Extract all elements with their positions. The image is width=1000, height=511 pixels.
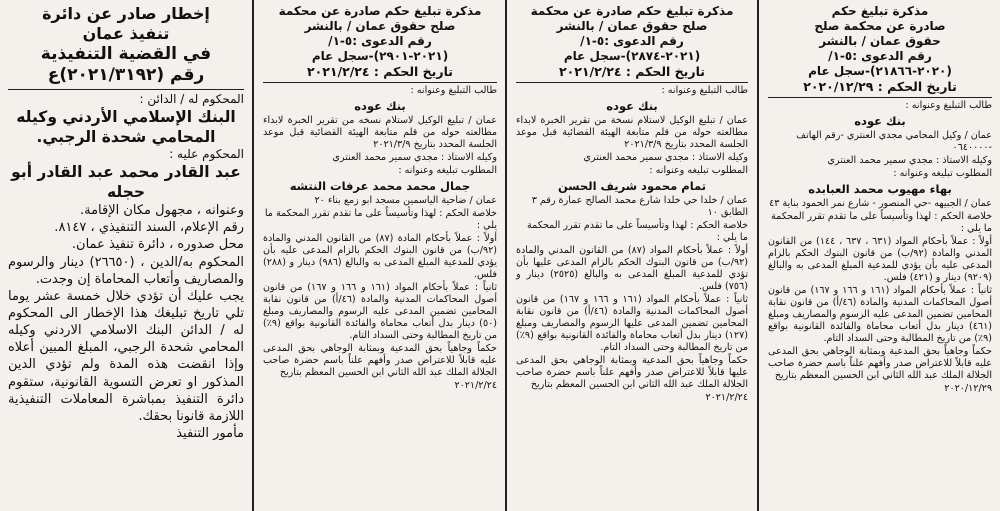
case-reference: (٢٠٢١-٢٩٠١)-سجل عام: [311, 49, 449, 63]
notice-paragraph: عمان / الجبيهه -حي المنصور - شارع نمر الحمود بناية ٤٣: [769, 198, 992, 210]
notice-date: ٢٠٢١/٢/٢٤: [454, 380, 497, 392]
notifier-label: طالب التبليغ وعنوانه :: [661, 84, 748, 96]
notice-paragraph: المطلوب تبليغه وعنوانه :: [649, 164, 748, 176]
notice-column-2: [508, 0, 756, 511]
notifier-label: طالب التبليغ وعنوانه :: [905, 99, 992, 111]
header-line: صادرة عن محكمة صلح: [814, 19, 946, 33]
header-line: صلح حقوق عمان / بالنشر: [556, 19, 708, 33]
notice-paragraph: المطلوب تبليغه وعنوانه :: [398, 164, 497, 176]
notice-paragraph: محل صدوره ، دائرة تنفيذ عمان.: [71, 237, 244, 253]
notice-header: [768, 4, 992, 95]
notice-paragraph: المطلوب تبليغه وعنوانه :: [893, 167, 992, 179]
debtor-name: عبد القادر محمد عبد القادر أبو حجله: [11, 162, 241, 201]
notice-paragraph: عمان / ضاحية الياسمين مسجد ابو زمع بناء ٢٠: [314, 195, 497, 207]
notice-header: [263, 4, 497, 80]
header-line: مذكرة تبليغ حكم صادرة عن محكمة: [530, 4, 734, 18]
notice-paragraph: خلاصة الحكم : لهذا وتأسيساً على ما تقدم تقرر المحكمة ما يلي :: [264, 208, 497, 232]
case-number: رقم الدعوى :٥-١/: [580, 34, 684, 48]
notice-paragraph: ثانياً : عملاً بأحكام المواد (١٦١ و ١٦٦ و ١٦٧) من قانون أصول المحاكمات المدنية والمادة (٤٦/أ) من قانون نقابة المحامين تضمين المدعى عليه الرسوم والمصاريف ومبلغ (٥٠) دينار بدل أتعاب محاماة والفائدة القانونية بواقع (٩٪) من تاريخ المطالبة وحتى السداد التام.: [263, 282, 498, 342]
notice-paragraph: حكماً وجاهياً بحق المدعية وبمثابة الوجاهي بحق المدعى عليه قابلاً للاعتراض صدر وأفهم علناً باسم حضرة صاحب الجلالة الملك عبد الله الثاني ابن الحسين المعظم بتاريخ: [768, 346, 992, 382]
notice-paragraph: أولاً : عملاً بأحكام المادة (٨٧) من القانون المدني والمادة (٩٢/ب) من قانون البنوك الحكم بالزام المدعى عليه بأن يؤدي للمدعية المبلغ المدعى به والبالغ (٩٨٦) دينار و (٢٨٨) فلس.: [263, 233, 498, 281]
creditor-label: المحكوم له / الدائن :: [139, 91, 244, 106]
judgment-date: تاريخ الحكم : ٢٠٢٠/١٢/٢٩: [803, 79, 957, 94]
case-number: رقم (٢٠٢١/٣١٩٢)ع: [47, 65, 205, 86]
header-line: مذكرة تبليغ حكم: [831, 4, 929, 18]
notice-paragraph: ثانياً : عملاً بأحكام المواد (١٦١ و ١٦٦ و ١٦٧) من قانون أصول المحاكمات المدنية والمادة (٤٦/أ) من قانون نقابة المحامين تضمين المدعى عليها الرسوم والمصاريف ومبلغ (١٢٧) دينار بدل أتعاب محاماة والفائدة القانونية بواقع (٩٪) من تاريخ المطالبة وحتى السداد التام.: [516, 294, 749, 354]
plaintiff-name: بنك عوده: [854, 113, 906, 128]
divider: [8, 89, 244, 90]
notice-paragraph: عمان / وكيل المحامي مجدي العنتري -رقم الهاتف -٠٦٤٠٠٠٠: [796, 129, 992, 153]
notice-paragraph: رقم الإعلام، السند التنفيذي ، ٨١٤٧.: [54, 220, 244, 236]
defendant-name: تمام محمود شريف الحسن: [557, 178, 707, 193]
judgment-date: تاريخ الحكم : ٢٠٢١/٢/٢٤: [307, 64, 453, 79]
notice-paragraph: أولاً : عملاً بأحكام المواد (٦٣١ ، ٦٣٧ ، ١٤٤) من القانون المدني والمادة (٩٢/ب) من قانون البنوك الحكم بالزام المدعى عليه بأن يؤدي للمدعية المبلغ المدعى به والبالغ (٩٢٠٩) دينار و (٤٢١) فلس.: [768, 236, 993, 284]
notice-date: ٢٠٢١/٢/٢٤: [705, 392, 748, 404]
header-line: مذكرة تبليغ حكم صادرة عن محكمة: [278, 4, 482, 18]
notice-date: ٢٠٢٠/١٢/٢٩: [944, 383, 992, 395]
notice-paragraph: أولاً : عملاً بأحكام المواد (٨٧) من القانون المدني والمادة (٩٢/ب) من قانون البنوك الحكم بالزام المدعى عليها بأن تؤدي للمدعية المبلغ المدعى به والبالغ (٢٥٢٥) دينار و (٧٥٦) فلس.: [516, 245, 749, 293]
column-separator: [252, 0, 254, 511]
notice-column-3: [255, 0, 505, 511]
notice-paragraph: وكيله الاستاذ : مجدي سمير محمد العنتري: [332, 151, 497, 163]
notice-header: [516, 4, 748, 80]
notice-column-1: [760, 0, 1000, 511]
plaintiff-name: بنك عوده: [606, 98, 658, 113]
header-line: صلح حقوق عمان / بالنشر: [304, 19, 456, 33]
case-reference: (٢٠٢١-٢٨٧٤)-سجل عام: [563, 49, 701, 63]
column-separator: [505, 0, 507, 511]
case-number: رقم الدعوى :٥-١/: [328, 34, 432, 48]
notice-paragraph: عمان / خلدا حي خلدا شارع محمد الصالح عمارة رقم ٣ الطابق ١٠: [531, 195, 748, 219]
notice-paragraph: يجب عليك أن تؤدي خلال خمسة عشر يوما تلي تاريخ تبليغك هذا الإخطار الى المحكوم له / الدائن البنك الاسلامي الاردني وكيله المحامي شحدة الرجبي، المبلغ المبين أعلاه وإذا انقضت هذه المدة ولم تؤدي الدين المذكور او تعرض التسوية القانونية، ستقوم دائرة التنفيذ بمباشرة المعاملات التنفيذية اللازمة قانونا بحقك.: [8, 288, 244, 424]
divider: [263, 82, 497, 83]
notice-paragraph: خلاصة الحكم : لهذا وتأسيساً على ما تقدم تقرر المحكمة ما يلي :: [527, 220, 748, 244]
notice-paragraph: ثانياً : عملاً بأحكام المواد (١٦١ و ١٦٦ و ١٦٧) من قانون أصول المحاكمات المدنية والمادة (٤٦/أ) من قانون نقابة المحامين تضمين المدعى عليه الرسوم والمصاريف ومبلغ (٤٦١) دينار بدل أتعاب محاماة والفائدة القانونية بواقع (٩٪) من تاريخ المطالبة وحتى السداد التام.: [768, 285, 993, 345]
defendant-name: جمال محمد محمد عرفات النتشه: [289, 178, 471, 193]
divider: [516, 82, 748, 83]
signature-label: مأمور التنفيذ: [176, 426, 244, 442]
case-reference: (٢٠٢٠-٢١٨٦٦)-سجل عام: [808, 64, 952, 78]
notice-paragraph: حكماً وجاهياً بحق المدعية وبمثابة الوجاهي بحق المدعى عليه قابلاً للاعتراض صدر وأفهم علناً باسم حضرة صاحب الجلالة الملك عبد الله الثاني ابن الحسين المعظم بتاريخ: [263, 343, 497, 379]
notifier-label: طالب التبليغ وعنوانه :: [410, 84, 497, 96]
debtor-label: المحكوم عليه :: [169, 146, 244, 161]
notice-paragraph: وكيله الاستاذ : مجدي سمير محمد العنتري: [583, 151, 748, 163]
divider: [768, 97, 992, 98]
header-line: حقوق عمان / بالنشر: [819, 34, 941, 48]
creditor-name: البنك الإسلامي الأردني وكيله المحامي شحدة الرجبي.: [16, 107, 236, 146]
execution-notice-column: [0, 0, 252, 511]
notice-title: إخطار صادر عن دائرة: [42, 4, 210, 23]
notice-title: في القضية التنفيذية: [40, 44, 212, 64]
notice-paragraph: وعنوانه ، مجهول مكان الإقامة.: [79, 203, 244, 219]
notice-paragraph: عمان / تبليغ الوكيل لاستلام نسخه من تقرير الخبرة لابداء مطالعته حوله من قلم متابعة الهيئة القضائية قبل موعد الجلسة المحدد بتاريخ ٢٠٢١/٣/٩: [263, 114, 497, 150]
notice-paragraph: حكماً وجاهياً بحق المدعية وبمثابة الوجاهي بحق المدعى عليها قابلاً للاعتراض صدر وأفهم علناً باسم حضرة صاحب الجلالة الملك عبد الله الثاني ابن الحسين المعظم بتاريخ: [516, 355, 748, 391]
notice-paragraph: خلاصة الحكم : لهذا وتأسيساً على ما تقدم تقرر المحكمة ما يلي :: [771, 211, 992, 235]
judgment-date: تاريخ الحكم : ٢٠٢١/٢/٢٤: [559, 64, 705, 79]
notice-title: تنفيذ عمان: [82, 24, 170, 43]
notice-paragraph: المحكوم به/الدين ، (٢٦٦٥٠) دينار والرسوم والمصاريف وأتعاب المحاماة إن وجدت.: [8, 254, 244, 287]
plaintiff-name: بنك عوده: [354, 98, 406, 113]
notice-paragraph: عمان / تبليغ الوكيل لاستلام نسخة من تقرير الخبرة لابداء مطالعته حوله من قلم متابعة الهيئة القضائية قبل موعد الجلسة المحدد بتاريخ ٢٠٢١/٣/٩: [516, 114, 748, 150]
notice-paragraph: وكيله الاستاذ : مجدي سمير محمد العنتري: [827, 154, 992, 166]
case-number: رقم الدعوى :٥-١/: [828, 49, 932, 63]
column-separator: [757, 0, 759, 511]
defendant-name: بهاء مهيوب محمد العبابده: [808, 181, 952, 196]
